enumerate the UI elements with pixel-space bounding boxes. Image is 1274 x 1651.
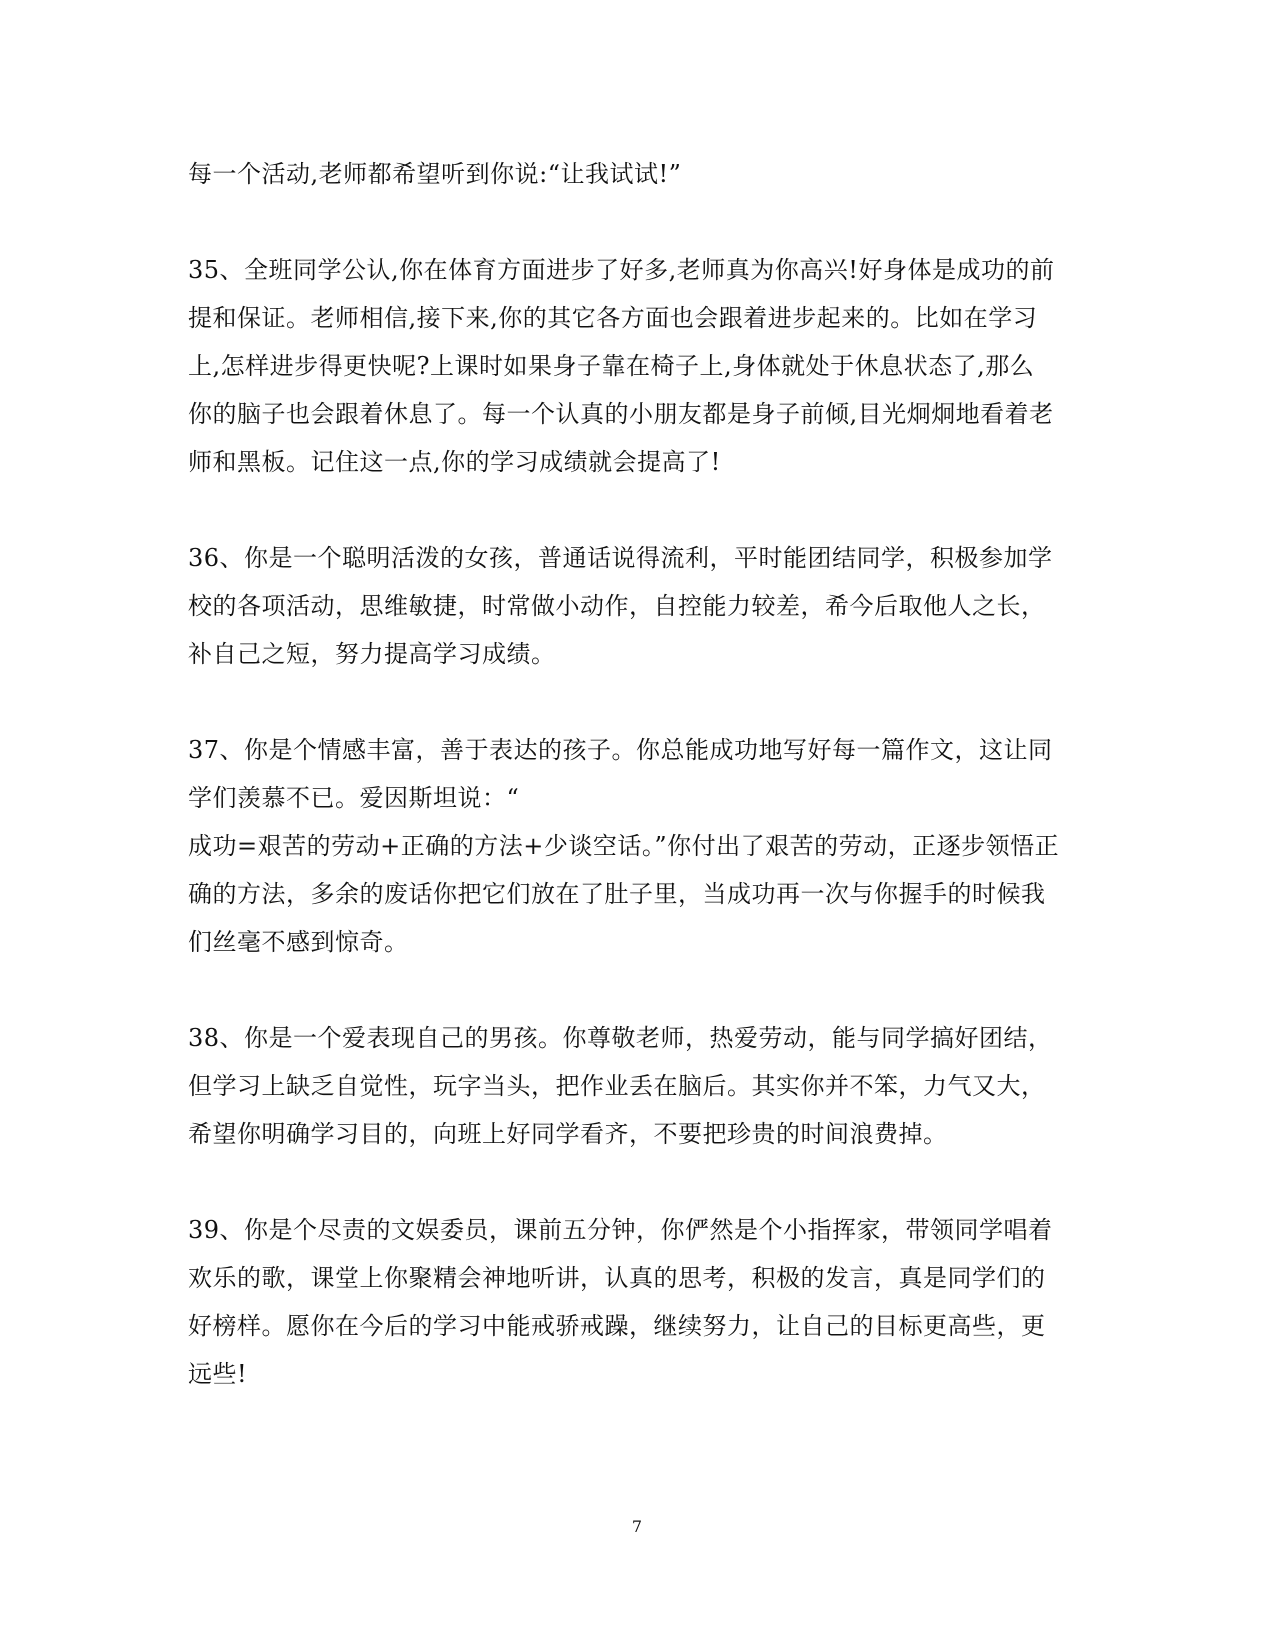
text-line: 们丝毫不感到惊奇。 — [188, 928, 409, 956]
paragraph — [188, 1014, 1088, 1158]
text-line: 35、全班同学公认,你在体育方面进步了好多,老师真为你高兴!好身体是成功的前 — [188, 256, 1055, 284]
paragraph — [188, 150, 1088, 198]
text-line: 提和保证。老师相信,接下来,你的其它各方面也会跟着进步起来的。比如在学习 — [188, 304, 1038, 332]
text-line: 每一个活动,老师都希望听到你说:“让我试试!” — [188, 160, 682, 188]
paragraph-gap — [188, 966, 1088, 1014]
text-line: 确的方法，多余的废话你把它们放在了肚子里，当成功再一次与你握手的时候我 — [188, 880, 1046, 908]
paragraph — [188, 726, 1088, 966]
text-line: 校的各项活动，思维敏捷，时常做小动作，自控能力较差，希今后取他人之长， — [188, 592, 1046, 620]
text-line: 39、你是个尽责的文娱委员，课前五分钟，你俨然是个小指挥家，带领同学唱着 — [188, 1216, 1053, 1244]
paragraph — [188, 246, 1088, 486]
paragraph — [188, 1206, 1088, 1398]
paragraph-gap — [188, 486, 1088, 534]
text-line: 但学习上缺乏自觉性，玩字当头，把作业丢在脑后。其实你并不笨，力气又大， — [188, 1072, 1046, 1100]
paragraph-gap — [188, 1158, 1088, 1206]
text-line: 学们羡慕不已。爱因斯坦说：“ — [188, 784, 520, 812]
text-line: 远些! — [188, 1360, 248, 1388]
text-line: 38、你是一个爱表现自己的男孩。你尊敬老师，热爱劳动，能与同学搞好团结， — [188, 1024, 1053, 1052]
text-line: 希望你明确学习目的，向班上好同学看齐，不要把珍贵的时间浪费掉。 — [188, 1120, 948, 1148]
paragraph-gap — [188, 198, 1088, 246]
page-number: 7 — [631, 1517, 643, 1536]
text-line: 好榜样。愿你在今后的学习中能戒骄戒躁，继续努力，让自己的目标更高些，更 — [188, 1312, 1046, 1340]
document-body — [188, 150, 1088, 1398]
text-line: 欢乐的歌，课堂上你聚精会神地听讲，认真的思考，积极的发言，真是同学们的 — [188, 1264, 1046, 1292]
text-line: 成功=艰苦的劳动+正确的方法+少谈空话。”你付出了艰苦的劳动，正逐步领悟正 — [188, 832, 1060, 860]
text-line: 37、你是个情感丰富，善于表达的孩子。你总能成功地写好每一篇作文，这让同 — [188, 736, 1053, 764]
text-line: 补自己之短，努力提高学习成绩。 — [188, 640, 556, 668]
text-line: 师和黑板。记住这一点,你的学习成绩就会提高了! — [188, 448, 721, 476]
text-line: 上,怎样进步得更快呢?上课时如果身子靠在椅子上,身体就处于休息状态了,那么 — [188, 352, 1035, 380]
text-line: 你的脑子也会跟着休息了。每一个认真的小朋友都是身子前倾,目光炯炯地看着老 — [188, 400, 1054, 428]
paragraph — [188, 534, 1088, 678]
paragraph-gap — [188, 678, 1088, 726]
text-line: 36、你是一个聪明活泼的女孩，普通话说得流利，平时能团结同学，积极参加学 — [188, 544, 1053, 572]
